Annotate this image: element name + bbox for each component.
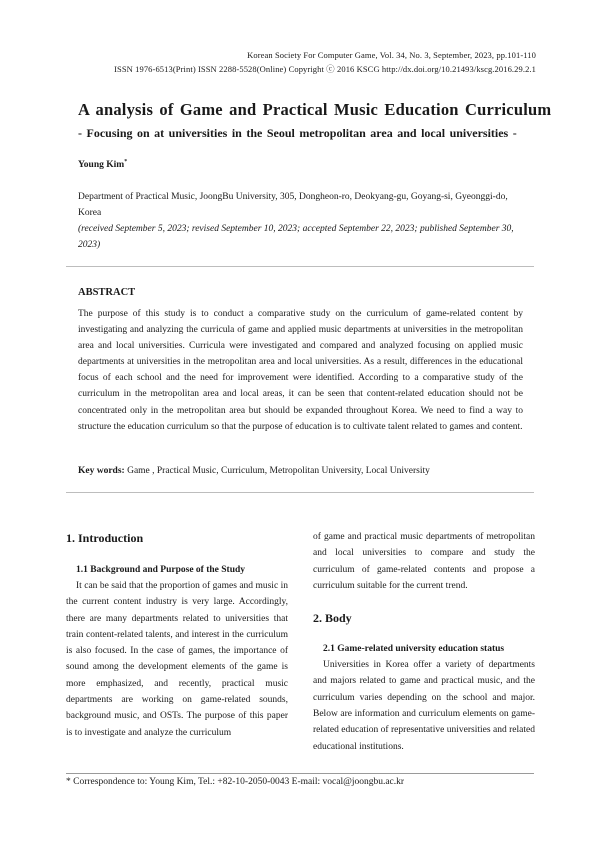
divider (66, 266, 534, 267)
left-column (66, 530, 288, 741)
section-heading-body: 2. Body (313, 611, 352, 626)
correspondence-mark: * (124, 159, 128, 165)
paper-title: A analysis of Game and Practical Music Education Curriculum (78, 100, 552, 119)
issn-copyright-line: ISSN 1976-6513(Print) ISSN 2288-5528(Online) Copyright ⓒ 2016 KSCG http://dx.doi.org/10.21493/kscg.2016.29.2.1 (114, 64, 536, 74)
journal-citation-line: Korean Society For Computer Game, Vol. 34, No. 3, September, 2023, pp.101-110 (247, 50, 536, 60)
author-name-text: Young Kim (78, 160, 125, 171)
author-name (78, 159, 127, 170)
keywords (78, 466, 430, 476)
right-column (313, 529, 535, 755)
keywords-label: Key words: (78, 466, 125, 476)
correspondence-footnote: * Correspondence to: Young Kim, Tel.: +82-10-2050-0043 E-mail: vocal@joongbu.ac.kr (66, 777, 405, 787)
abstract-body: The purpose of this study is to conduct a comparative study on the curriculum of game-related content by investigating and analyzing the curricula of game and applied music departments at universities in the metropolitan area and local universities. Curricula were investigated and compared and analyzed focusing on applied music departments at universities in the metropolitan area and local universities. As a result, differences in the educational focus of each school and the need for improvement were identified. According to a comparative study of the curriculum in the metropolitan area and local areas, it can be seen that content-related education should not be concentrated only in the metropolitan area but should be expanded throughout Korea. We need to find a way to structure the education curriculum so that the purpose of education is to cultivate talent related to games and content. (78, 309, 523, 432)
body-paragraph: Universities in Korea offer a variety of departments and majors related to game and practical music, and the curriculum varies depending on the school and major. Below are information and curriculum elements on game-related education of representative universities and related educational institutions. (313, 660, 535, 752)
subsection-heading-background: 1.1 Background and Purpose of the Study (76, 565, 246, 575)
received-dates: (received September 5, 2023; revised September 10, 2023; accepted September 22, 2023; published September 30, 2023) (78, 224, 514, 250)
keywords-text: Game , Practical Music, Curriculum, Metropolitan University, Local University (124, 466, 430, 476)
subsection-heading-education-status: 2.1 Game-related university education status (323, 644, 505, 655)
paper-subtitle: - Focusing on at universities in the Seoul metropolitan area and local universities - (78, 126, 517, 140)
divider (66, 492, 534, 493)
introduction-paragraph: It can be said that the proportion of games and music in the current content industry is very large. Accordingly, there are many departments related to universities that train content-related talents, and interest in the curriculum is also focused. In the case of games, the importance of sound among the development elements of the game is more emphasized, and recently, practical music departments are working on game-related sounds, background music, and OSTs. The purpose of this paper is to investigate and analyze the curriculum (66, 581, 288, 738)
introduction-continuation: of game and practical music departments of metropolitan and local universities to compare and study the curriculum of game-related contents and propose a curriculum suitable for the current trend. (313, 532, 535, 591)
footnote-divider (66, 773, 534, 774)
author-affiliation: Department of Practical Music, JoongBu University, 305, Dongheon-ro, Deokyang-gu, Goyang-si, Gyeonggi-do, Korea (78, 192, 508, 218)
abstract-heading: ABSTRACT (78, 287, 136, 298)
section-heading-introduction: 1. Introduction (66, 531, 144, 545)
